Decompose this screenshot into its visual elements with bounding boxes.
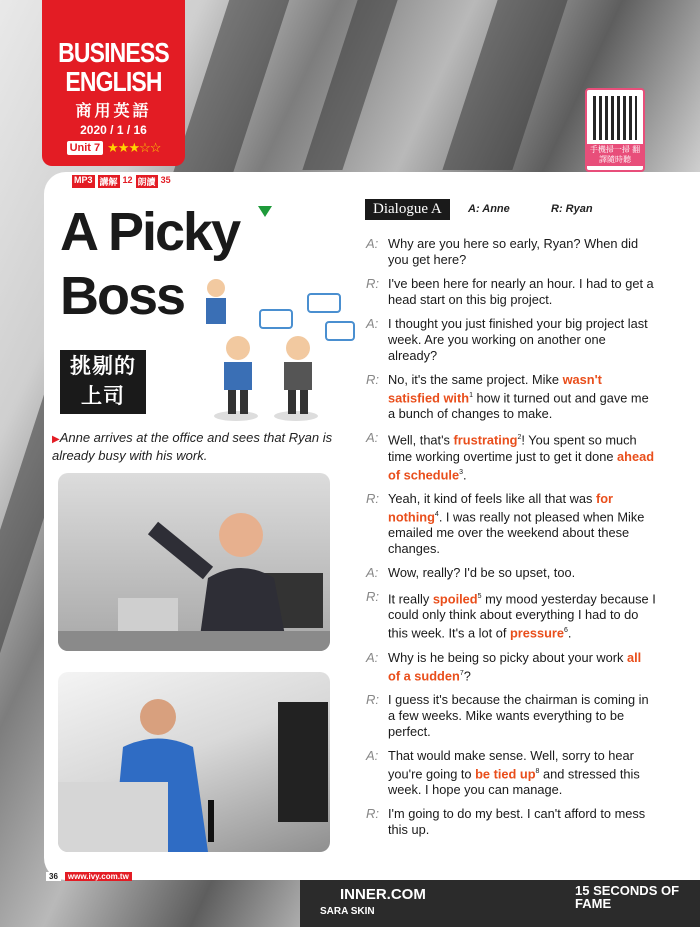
speaker: A:	[366, 236, 379, 251]
vocab-number: 1	[469, 392, 473, 399]
vocab-highlight: be tied up	[475, 766, 536, 782]
sign-text-2: SARA SKIN	[320, 906, 375, 917]
speaker: R:	[366, 372, 379, 387]
speaker: R:	[366, 490, 379, 506]
line-text: Well, that's	[388, 432, 454, 448]
title-line2: Boss	[60, 266, 185, 326]
line-text: I'm going to do my best. I can't afford to mess this up.	[388, 806, 646, 838]
speaker: A:	[366, 316, 379, 331]
dialogue-label: Dialogue A	[365, 199, 450, 220]
vocab-highlight: frustrating	[453, 432, 518, 448]
cast-ryan: R: Ryan	[551, 203, 593, 215]
vocab-number: 4	[434, 510, 439, 518]
speaker: A:	[366, 565, 379, 581]
chinese-title-line2: 上司	[81, 385, 125, 408]
difficulty-stars: ★★★☆☆	[107, 140, 161, 155]
line-text: I thought you just finished your big project last week. Are you working on another one already?	[388, 316, 648, 363]
qr-caption: 手機掃一掃 翻譯隨時聽	[587, 144, 643, 166]
line-text: ?	[463, 667, 471, 683]
line-text: . I was really not pleased when Mike emailed me over the weekend about these changes.	[388, 509, 645, 557]
dialogue-line	[366, 276, 656, 308]
line-text: .	[567, 625, 572, 641]
speaker: A:	[366, 430, 379, 446]
line-text: how it turned out and gave me a bunch of changes to make.	[388, 390, 649, 422]
dialogue-line	[366, 806, 656, 838]
mp3-tag2: 朗讀	[137, 177, 156, 187]
vocab-number: 2	[517, 434, 522, 442]
line-text: No, it's the same project. Mike	[388, 372, 563, 387]
chinese-title	[60, 350, 146, 414]
vocab-number: 5	[477, 593, 482, 601]
speaker: A:	[366, 747, 379, 763]
unit-label: Unit 7	[67, 141, 104, 155]
cast-anne: A: Anne	[468, 203, 510, 215]
brand-line2: ENGLISH	[65, 66, 162, 97]
issue-date: 2020 / 1 / 16	[80, 123, 147, 137]
dialogue-line	[366, 748, 656, 798]
line-text: my mood yesterday because I could only think about everything I had to do this week. It's a lot of	[388, 591, 656, 641]
vocab-highlight: wasn't satisfied with	[388, 372, 602, 406]
arrow-icon: ▶	[52, 434, 60, 445]
title-line1: A Picky	[60, 202, 240, 262]
brand-line1: BUSINESS	[58, 37, 169, 68]
dialogue-line	[366, 372, 656, 422]
line-text: and stressed this week. I hope you can manage.	[388, 766, 640, 798]
vocab-number: 6	[564, 627, 568, 635]
intro-text	[52, 430, 337, 464]
vocab-number: 8	[535, 767, 540, 775]
vocab-highlight: all of a sudden	[388, 649, 642, 683]
website-link[interactable]: www.ivy.com.tw	[65, 872, 132, 881]
vocab-number: 7	[459, 669, 464, 677]
vocab-highlight: pressure	[509, 625, 564, 641]
mp3-tag1: 講解	[99, 177, 118, 187]
speaker: R:	[366, 691, 379, 707]
mp3-label: MP3	[72, 175, 95, 188]
dialogue-line	[366, 589, 656, 642]
speaker: R:	[366, 806, 379, 822]
green-triangle-icon	[258, 206, 272, 217]
office-illustration	[188, 278, 358, 423]
dialogue-lines	[366, 236, 656, 846]
intro-sentence: Anne arrives at the office and sees that Ryan is already busy with his work.	[52, 430, 333, 463]
dialogue-line	[366, 430, 656, 483]
line-text: That would make sense. Well, sorry to hear you're going to	[388, 747, 634, 782]
brand-badge	[42, 0, 185, 166]
line-text: Wow, really? I'd be so upset, too.	[388, 565, 576, 581]
qr-code[interactable]	[585, 88, 645, 172]
line-text: Why are you here so early, Ryan? When did you get here?	[388, 236, 639, 267]
qr-code-icon	[593, 96, 637, 140]
sign-text-3: INNER.COM	[340, 886, 426, 903]
vocab-highlight: for nothing	[388, 490, 614, 525]
dialogue-line	[366, 491, 656, 557]
vocab-highlight: ahead of schedule	[388, 448, 655, 482]
vocab-highlight: spoiled	[432, 591, 478, 607]
line-text: ! You spent so much time working overtime just to get it done	[388, 432, 637, 464]
chinese-title-line1: 挑剔的	[70, 355, 136, 378]
line-text: It really	[388, 591, 433, 607]
line-text: Why is he being so picky about your work	[388, 649, 627, 665]
dialogue-line	[366, 316, 656, 364]
dialogue-line	[366, 692, 656, 740]
speaker: R:	[366, 276, 379, 291]
page-number: 36	[46, 872, 61, 881]
angry-boss-photo	[58, 473, 330, 651]
dialogue-line	[366, 565, 656, 581]
line-text: .	[463, 466, 467, 482]
street-signs	[300, 880, 700, 927]
mp3-track1: 12	[122, 175, 133, 185]
page-footer	[46, 872, 132, 881]
line-text: I guess it's because the chairman is coming in a few weeks. Mike wants everything to be perfect.	[388, 691, 649, 739]
dialogue-line	[366, 236, 656, 268]
man-at-computer-photo	[58, 672, 330, 852]
mp3-track2: 35	[160, 175, 171, 185]
vocab-number: 3	[459, 468, 464, 476]
line-text: Yeah, it kind of feels like all that was	[388, 490, 596, 506]
brand-cn: 商用英語	[75, 103, 152, 120]
line-text: I've been here for nearly an hour. I had to get a head start on this big project.	[388, 276, 654, 307]
speaker: A:	[366, 649, 379, 665]
sign-text-1: 15 SECONDS OF FAME	[575, 883, 680, 911]
dialogue-line	[366, 650, 656, 684]
mp3-tracks	[72, 175, 171, 188]
speaker: R:	[366, 589, 379, 605]
